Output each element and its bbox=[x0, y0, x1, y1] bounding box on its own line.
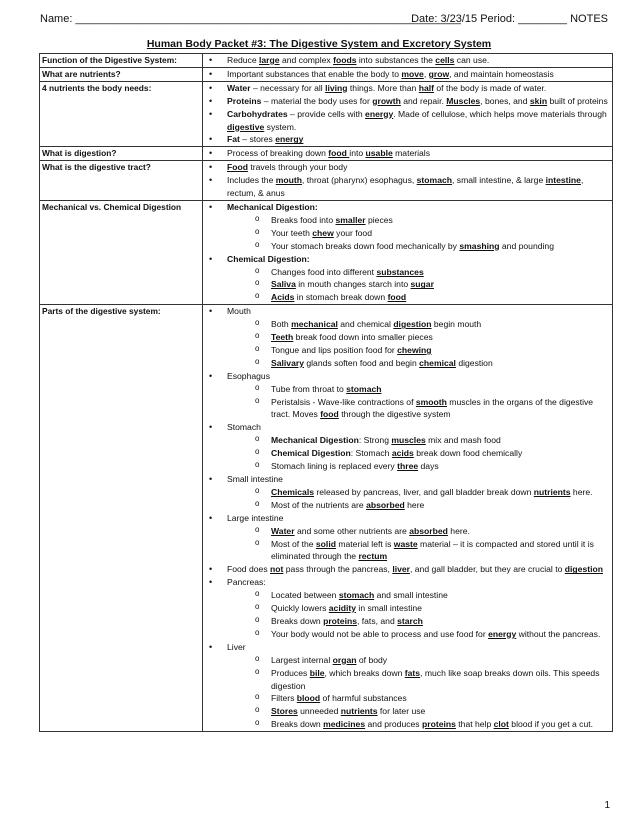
bullet-item: • Pancreas: o Located between stomach and small intestine o Quickly lowers acidity in small intestine o Breaks down proteins, fats, and starch o Your body would not be able to process and use food for energy without the pancreas. bbox=[205, 576, 610, 641]
bullet-item: • Mouth o Both mechanical and chemical digestion begin mouth o Teeth break food down into smaller pieces o Tongue and lips position food for chewing o Salivary glands soften food and begin chemical digestion bbox=[205, 305, 610, 370]
key-term: three bbox=[397, 461, 419, 472]
sub-bullet-item: o Filters blood of harmful substances bbox=[227, 692, 610, 705]
table-row bbox=[40, 147, 613, 161]
key-term: large bbox=[259, 55, 280, 65]
bullet-item: • Water – necessary for all living things. More than half of the body is made of water. bbox=[205, 82, 610, 95]
sub-bullet-item: o Most of the nutrients are absorbed here bbox=[227, 499, 610, 512]
bullet-item: • Esophagus o Tube from throat to stomach o Peristalsis - Wave-like contractions of smooth muscles in the organs of the digestive tract. Moves food through the digestive system bbox=[205, 370, 610, 422]
key-term: intestine bbox=[545, 175, 581, 186]
key-term: not bbox=[270, 564, 284, 575]
question-cell: What are nutrients? bbox=[40, 67, 203, 81]
answer-cell bbox=[203, 200, 613, 304]
sub-bullet-item: o Tongue and lips position food for chewing bbox=[227, 344, 610, 357]
key-term: absorbed bbox=[366, 499, 405, 510]
table-row bbox=[40, 305, 613, 732]
sub-bullet-item: o Most of the solid material left is waste material – it is compacted and stored until it is eliminated through the rectum bbox=[227, 538, 610, 564]
key-term: energy bbox=[365, 108, 394, 119]
key-term: energy bbox=[275, 134, 304, 145]
sub-bullet-item: o Salivary glands soften food and begin chemical digestion bbox=[227, 357, 610, 370]
key-term: sugar bbox=[410, 279, 434, 290]
table-row bbox=[40, 67, 613, 81]
key-term: stomach bbox=[338, 590, 375, 601]
question-cell: 4 nutrients the body needs: bbox=[40, 81, 203, 147]
key-term: starch bbox=[397, 615, 423, 626]
key-term: grow bbox=[428, 68, 450, 79]
key-term: nutrients bbox=[533, 486, 571, 497]
key-term: chewing bbox=[397, 344, 432, 355]
key-term: mechanical bbox=[291, 319, 338, 330]
bold-term: Chemical Digestion bbox=[271, 448, 351, 459]
bullet-item: • Food does not pass through the pancreas, liver, and gall bladder, but they are crucial to digestion bbox=[205, 563, 610, 576]
sub-bullet-item: o Tube from throat to stomach bbox=[227, 383, 610, 396]
sub-bullet-item: o Chemical Digestion: Stomach acids break down food chemically bbox=[227, 447, 610, 460]
key-term: Chemicals bbox=[271, 486, 314, 497]
bullet-item: • Important substances that enable the body to move, grow, and maintain homeostasis bbox=[205, 68, 610, 81]
key-term: half bbox=[418, 82, 434, 93]
key-term: proteins bbox=[323, 615, 357, 626]
bullet-item bbox=[205, 253, 610, 305]
sub-bullet-item: o Water and some other nutrients are absorbed here. bbox=[227, 525, 610, 538]
sub-bullet-item: o Stores unneeded nutrients for later use bbox=[227, 705, 610, 718]
key-term: acids bbox=[391, 448, 414, 459]
answer-cell bbox=[203, 147, 613, 161]
notes-table bbox=[39, 53, 613, 732]
key-term: Saliva bbox=[271, 279, 296, 290]
sub-bullet-item: o Chemicals released by pancreas, liver, and gall bladder break down nutrients here. bbox=[227, 486, 610, 499]
header bbox=[40, 13, 608, 29]
key-term: nutrients bbox=[340, 706, 378, 717]
key-term: food bbox=[328, 148, 350, 159]
key-term: bile bbox=[309, 667, 325, 678]
bullet-item: • Small intestine o Chemicals released by pancreas, liver, and gall bladder break down nutrients here. o Most of the nutrients are absorbed here bbox=[205, 473, 610, 512]
key-term: Teeth bbox=[271, 332, 294, 343]
bullet-item: • Large intestine o Water and some other nutrients are absorbed here. o Most of the solid material left is waste material – it is compacted and stored until it is eliminated through the rectum bbox=[205, 512, 610, 564]
sub-bullet-item: o Largest internal organ of body bbox=[227, 654, 610, 667]
question-cell: What is digestion? bbox=[40, 147, 203, 161]
key-term: digestive bbox=[227, 121, 265, 132]
question-cell: Mechanical vs. Chemical Digestion bbox=[40, 200, 203, 304]
bold-term: Mechanical Digestion: bbox=[227, 201, 318, 212]
key-term: medicines bbox=[323, 719, 366, 730]
bullet-item: • Carbohydrates – provide cells with energy. Made of cellulose, which helps move materials through digestive system. bbox=[205, 108, 610, 134]
key-term: chew bbox=[312, 227, 334, 238]
key-term: fats bbox=[404, 667, 421, 678]
bullet-item: • Liver o Largest internal organ of body o Produces bile, which breaks down fats, much like soap breaks down oils. This speeds digestion o Filters blood of harmful substances o Stores unneeded nutrients for later use o Breaks down medicines and produces proteins that help clot blood if you get a cut. bbox=[205, 641, 610, 731]
key-term: stomach bbox=[346, 383, 382, 394]
key-term: digestion bbox=[393, 319, 432, 330]
sub-bullet-item: o Breaks down medicines and produces proteins that help clot blood if you get a cut. bbox=[227, 718, 610, 731]
sub-bullet-item: o Both mechanical and chemical digestion begin mouth bbox=[227, 318, 610, 331]
bold-term: Proteins bbox=[227, 95, 262, 106]
key-term: smaller bbox=[335, 214, 366, 225]
question-cell: Function of the Digestive System: bbox=[40, 54, 203, 68]
key-term: blood bbox=[296, 693, 321, 704]
key-term: food bbox=[387, 292, 407, 303]
key-term: substances bbox=[376, 266, 424, 277]
answer-cell bbox=[203, 305, 613, 732]
bold-term: Chemical Digestion: bbox=[227, 253, 310, 264]
key-term: liver bbox=[392, 564, 410, 575]
key-term: solid bbox=[315, 538, 336, 549]
key-term: Water bbox=[271, 525, 295, 536]
key-term: clot bbox=[493, 719, 509, 730]
key-term: smooth bbox=[415, 396, 447, 407]
key-term: chemical bbox=[419, 357, 456, 368]
bullet-item: • Includes the mouth, throat (pharynx) esophagus, stomach, small intestine, & large intestine, rectum, & anus bbox=[205, 174, 610, 200]
key-term: rectum bbox=[358, 551, 388, 562]
bold-term: Fat bbox=[227, 134, 240, 145]
sub-bullet-item: o Breaks down proteins, fats, and starch bbox=[227, 615, 610, 628]
sub-bullet-item: o Your stomach breaks down food mechanically by smashing and pounding bbox=[227, 240, 610, 253]
date-period-label: Date: 3/23/15 Period: ________ NOTES bbox=[411, 13, 608, 25]
sub-bullet-item: o Breaks food into smaller pieces bbox=[227, 214, 610, 227]
answer-cell bbox=[203, 81, 613, 147]
sub-bullet-item: o Acids in stomach break down food bbox=[227, 291, 610, 304]
sub-bullet-item: o Mechanical Digestion: Strong muscles mix and mash food bbox=[227, 434, 610, 447]
key-term: waste bbox=[393, 538, 418, 549]
answer-cell bbox=[203, 67, 613, 81]
key-term: smashing bbox=[459, 240, 500, 251]
bullet-item: • Reduce large and complex foods into substances the cells can use. bbox=[205, 54, 610, 67]
bullet-item: • Proteins – material the body uses for growth and repair. Muscles, bones, and skin built of proteins bbox=[205, 95, 610, 108]
bullet-item: • Food travels through your body bbox=[205, 161, 610, 174]
sub-bullet-item: o Teeth break food down into smaller pieces bbox=[227, 331, 610, 344]
sub-bullet-item: o Stomach lining is replaced every three days bbox=[227, 460, 610, 473]
sub-bullet-item: o Peristalsis - Wave-like contractions of smooth muscles in the organs of the digestive tract. Moves food through the digestive system bbox=[227, 396, 610, 422]
answer-cell bbox=[203, 54, 613, 68]
key-term: living bbox=[325, 82, 348, 93]
key-term: skin bbox=[529, 95, 548, 106]
bullet-item: • Stomach o Mechanical Digestion: Strong muscles mix and mash food o Chemical Digestion: Stomach acids break down food chemically o Stomach lining is replaced every three days bbox=[205, 421, 610, 473]
key-term: usable bbox=[365, 148, 393, 159]
key-term: cells bbox=[435, 55, 455, 65]
key-term: absorbed bbox=[409, 525, 448, 536]
key-term: food bbox=[320, 409, 339, 420]
key-term: energy bbox=[488, 628, 517, 639]
key-term: acidity bbox=[328, 603, 357, 614]
page-title: Human Body Packet #3: The Digestive System and Excretory System bbox=[146, 38, 492, 50]
bullet-item: • Process of breaking down food into usable materials bbox=[205, 147, 610, 160]
table-row bbox=[40, 200, 613, 304]
key-term: foods bbox=[333, 55, 357, 65]
name-field-label: Name: _______________________________________________________________ bbox=[40, 13, 461, 25]
bullet-item: • Fat – stores energy bbox=[205, 133, 610, 146]
page-number: 1 bbox=[604, 800, 610, 811]
table-row bbox=[40, 161, 613, 201]
key-term: organ bbox=[332, 654, 357, 665]
key-term: stomach bbox=[416, 175, 452, 186]
table-row bbox=[40, 54, 613, 68]
key-term: Salivary bbox=[271, 357, 304, 368]
answer-cell bbox=[203, 161, 613, 201]
key-term: Stores bbox=[271, 706, 298, 717]
key-term: muscles bbox=[391, 435, 426, 446]
bold-term: Carbohydrates bbox=[227, 108, 288, 119]
key-term: digestion bbox=[564, 564, 603, 575]
bold-term: Water bbox=[227, 82, 251, 93]
sub-bullet-item: o Your body would not be able to process and use food for energy without the pancreas. bbox=[227, 628, 610, 641]
question-cell: Parts of the digestive system: bbox=[40, 305, 203, 732]
bullet-item bbox=[205, 201, 610, 253]
key-term: move bbox=[401, 68, 424, 79]
key-term: proteins bbox=[421, 719, 456, 730]
bold-term: Mechanical Digestion bbox=[271, 435, 359, 446]
sub-bullet-item: o Produces bile, which breaks down fats, much like soap breaks down oils. This speeds digestion bbox=[227, 667, 610, 693]
key-term: Muscles bbox=[446, 95, 481, 106]
sub-bullet-item: o Quickly lowers acidity in small intestine bbox=[227, 602, 610, 615]
key-term: mouth bbox=[275, 175, 302, 186]
sub-bullet-item: o Your teeth chew your food bbox=[227, 227, 610, 240]
sub-bullet-item: o Changes food into different substances bbox=[227, 266, 610, 279]
key-term: Acids bbox=[271, 292, 295, 303]
key-term: growth bbox=[372, 95, 401, 106]
sub-bullet-item: o Saliva in mouth changes starch into sugar bbox=[227, 278, 610, 291]
question-cell: What is the digestive tract? bbox=[40, 161, 203, 201]
table-row bbox=[40, 81, 613, 147]
key-term: Food bbox=[227, 162, 248, 173]
sub-bullet-item: o Located between stomach and small intestine bbox=[227, 589, 610, 602]
